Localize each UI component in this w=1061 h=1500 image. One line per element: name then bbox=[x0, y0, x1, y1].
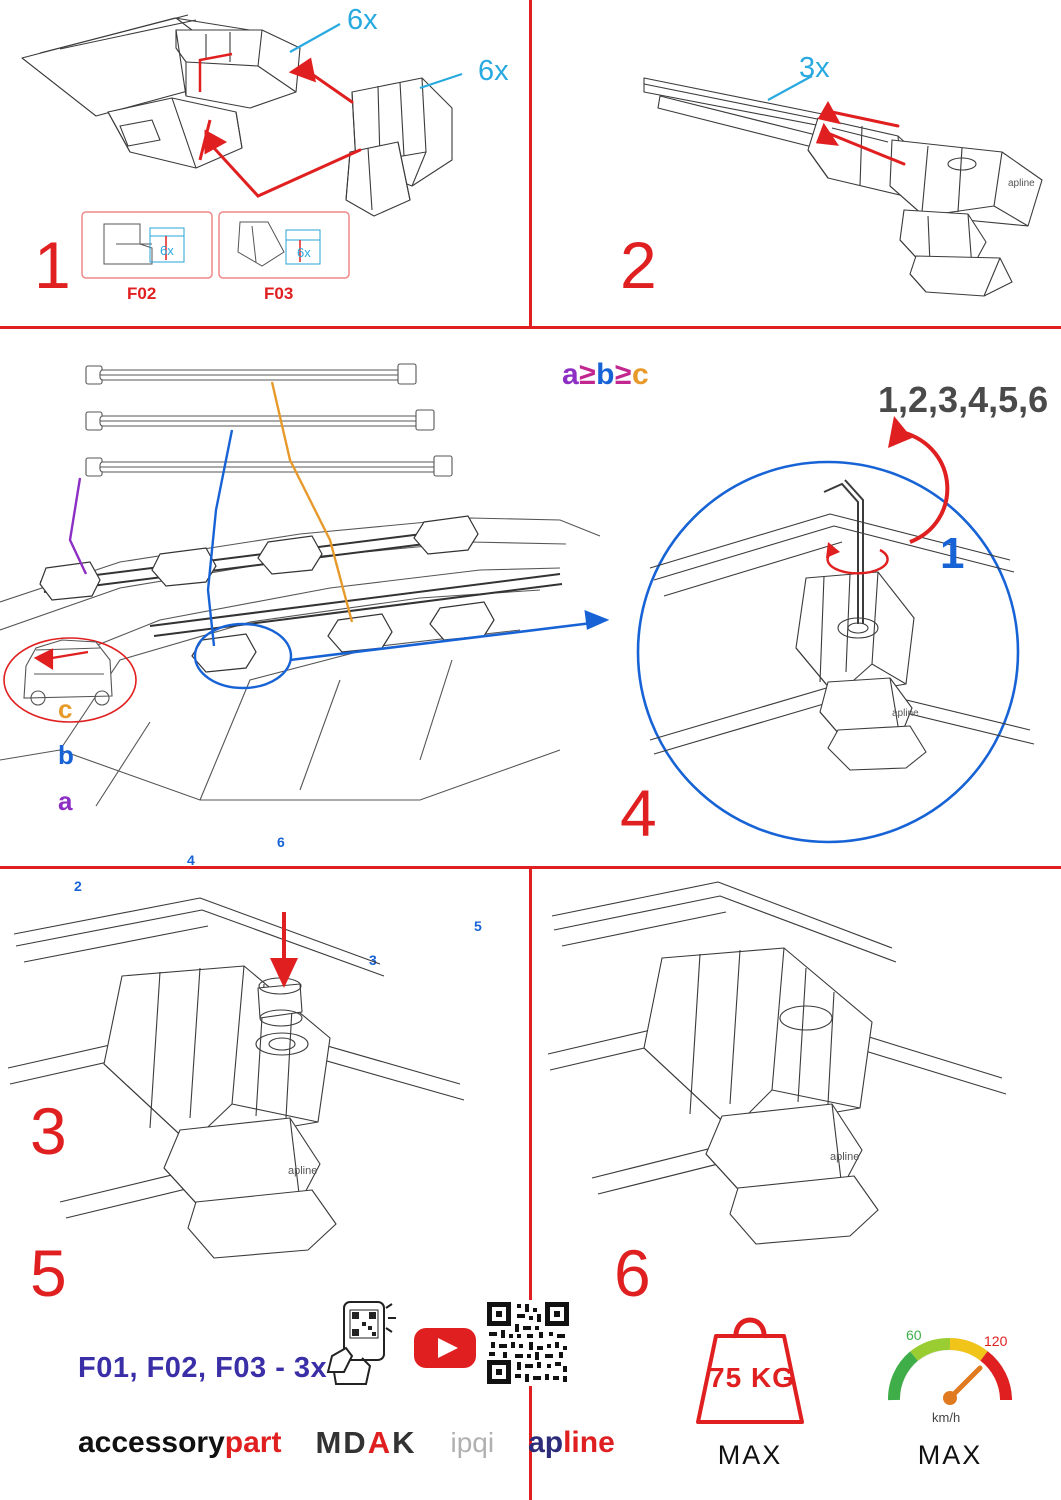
step-1-illustration bbox=[0, 0, 529, 326]
divider-row-1 bbox=[0, 326, 1061, 329]
svg-text:120: 120 bbox=[984, 1333, 1008, 1349]
bar-marker-6: 6 bbox=[277, 834, 285, 850]
svg-text:apline: apline bbox=[1008, 178, 1035, 189]
bar-marker-3: 3 bbox=[369, 952, 377, 968]
svg-text:apline: apline bbox=[288, 1165, 318, 1177]
bar-marker-2: 2 bbox=[74, 878, 82, 894]
order-note-c: c bbox=[631, 358, 650, 391]
brand-ipqi: ipqi bbox=[450, 1427, 495, 1458]
speed-limit-icon bbox=[880, 1294, 1020, 1430]
phone-scan-icon bbox=[322, 1300, 400, 1388]
step-2-panel bbox=[532, 0, 1061, 326]
svg-text:km/h: km/h bbox=[932, 1410, 961, 1425]
step-number-5: 5 bbox=[30, 1236, 67, 1310]
bar-marker-5: 5 bbox=[474, 918, 482, 934]
part-code-f02: F02 bbox=[127, 284, 157, 303]
brand-mdak: MDAK bbox=[315, 1425, 417, 1460]
svg-text:apline: apline bbox=[830, 1151, 860, 1163]
brand-accessorypart: accessorypart bbox=[78, 1426, 282, 1459]
bar-label-a: a bbox=[58, 786, 73, 816]
step-2-illustration bbox=[532, 0, 1061, 326]
bar-marker-4: 4 bbox=[187, 852, 195, 868]
step-3-panel bbox=[0, 330, 620, 1168]
qty-label-6x-a: 6x bbox=[347, 4, 378, 36]
step4-callout-1: 1 bbox=[940, 529, 965, 578]
part-qty-f03: 6x bbox=[297, 245, 311, 260]
brand-apline: apline bbox=[528, 1426, 615, 1459]
brand-row bbox=[78, 1420, 615, 1466]
svg-text:60: 60 bbox=[906, 1327, 922, 1343]
step-number-6: 6 bbox=[614, 1236, 651, 1310]
qty-label-6x-b: 6x bbox=[478, 55, 509, 87]
step-6-illustration bbox=[532, 872, 1061, 1292]
qty-label-3x: 3x bbox=[799, 52, 830, 84]
part-code-f03: F03 bbox=[264, 284, 294, 303]
svg-text:apline: apline bbox=[892, 708, 919, 719]
step-number-1: 1 bbox=[34, 228, 71, 302]
speed-max-label: MAX bbox=[917, 1440, 983, 1470]
step-4-illustration bbox=[610, 352, 1061, 866]
step-5-panel bbox=[0, 872, 529, 1310]
tightening-order-label: 1,2,3,4,5,6 bbox=[878, 379, 1049, 420]
bar-label-c: c bbox=[58, 694, 73, 724]
bar-label-b: b bbox=[58, 740, 74, 770]
step-3-illustration bbox=[0, 330, 620, 866]
parts-note: F01, F02, F03 - 3x bbox=[78, 1352, 328, 1384]
youtube-icon[interactable] bbox=[414, 1326, 476, 1370]
order-note-a: a bbox=[562, 358, 580, 391]
step-5-illustration bbox=[0, 872, 529, 1292]
weight-max-label: MAX bbox=[717, 1440, 783, 1470]
step-1-panel bbox=[0, 0, 529, 326]
weight-limit-value: 75 KG bbox=[709, 1362, 795, 1393]
step-number-2: 2 bbox=[620, 228, 657, 302]
step-6-panel bbox=[532, 872, 1061, 1310]
step-number-3: 3 bbox=[30, 1094, 67, 1168]
step-4-panel bbox=[610, 352, 1061, 866]
order-note: a≥b≥c bbox=[562, 358, 650, 391]
part-qty-f02: 6x bbox=[160, 243, 174, 258]
order-note-b: b bbox=[596, 358, 615, 391]
step-number-4: 4 bbox=[620, 776, 657, 850]
qr-code-icon bbox=[485, 1300, 571, 1386]
